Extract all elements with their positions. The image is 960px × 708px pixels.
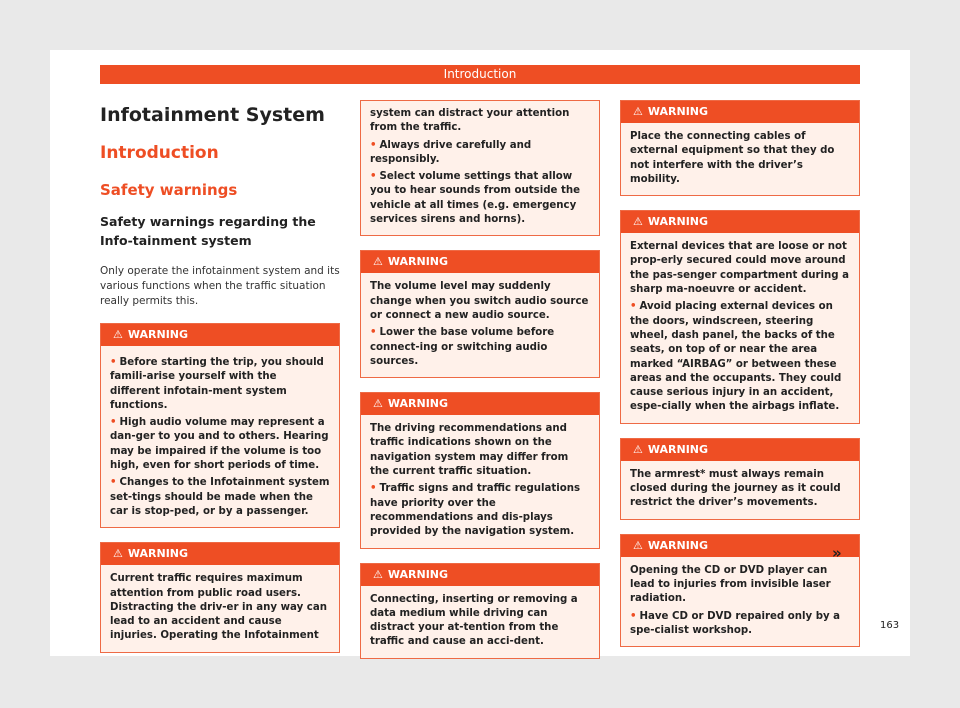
warning-paragraph: The armrest* must always remain closed during the journey as it could restrict the driver’s movements. — [630, 468, 841, 509]
column-right — [620, 100, 860, 647]
warning-label: WARNING — [127, 328, 189, 341]
warning-body — [101, 565, 339, 651]
warning-box — [360, 563, 600, 659]
warning-body — [361, 273, 599, 377]
warning-label: WARNING — [127, 547, 189, 561]
warning-triangle-icon: ⚠ — [633, 442, 643, 456]
warning-paragraph: Connecting, inserting or removing a data medium while driving can distract your at-tention from the traffic and cause an acci-dent. — [370, 593, 578, 648]
warning-header — [101, 324, 339, 346]
warning-paragraph: Opening the CD or DVD player can lead to injuries from invisible laser radiation. — [630, 564, 831, 605]
warning-body — [361, 415, 599, 547]
warning-paragraph: The volume level may suddenly change when you switch audio source or connect a new audio source. — [370, 281, 589, 321]
warning-label: WARNING — [647, 538, 709, 552]
warning-bullet: • Avoid placing external devices on the doors, windscreen, steering wheel, dash panel, the backs of the seats, on top of or near the area marked “AIRBAG” or between these areas and the occupants. They could cause serious injury in an accident, espe-cially when the airbags inflate. — [630, 301, 842, 413]
warning-header — [361, 564, 599, 586]
warning-body — [361, 586, 599, 658]
warning-triangle-icon: ⚠ — [633, 215, 643, 229]
warning-box — [620, 438, 860, 520]
manual-page — [50, 50, 910, 656]
section-title: Safety warnings — [100, 181, 238, 199]
warning-label: WARNING — [647, 215, 709, 229]
warning-triangle-icon: ⚠ — [633, 105, 643, 118]
warning-paragraph: Current traffic requires maximum attention from public road users. Distracting the driv-er in any way can lead to an accident and cause injuries. Operating the Infotainment — [110, 573, 327, 642]
warning-paragraph: Place the connecting cables of external equipment so that they do not interfere with the driver’s mobility. — [630, 131, 835, 185]
warning-box — [620, 210, 860, 424]
column-left — [100, 100, 340, 653]
warning-body — [621, 123, 859, 195]
warning-triangle-icon: ⚠ — [373, 567, 383, 581]
bullet-dot-icon: • — [630, 301, 637, 313]
warning-body — [101, 346, 339, 527]
warning-box — [360, 392, 600, 548]
warning-label: WARNING — [387, 397, 449, 411]
warning-paragraph: External devices that are loose or not prop-erly secured could move around the pas-senger compartment during a sharp ma-noeuvre or accident. — [630, 241, 849, 296]
warning-header — [621, 101, 859, 123]
warning-triangle-icon: ⚠ — [113, 547, 123, 561]
bullet-dot-icon: • — [370, 327, 377, 339]
bullet-dot-icon: • — [110, 417, 117, 429]
bullet-dot-icon: • — [110, 357, 117, 368]
warning-bullet: • Lower the base volume before connect-ing or switching audio sources. — [370, 327, 555, 367]
warning-bullet: • High audio volume may represent a dan-ger to you and to others. Hearing may be impaired if the volume is too high, even for short periods of time. — [110, 417, 329, 472]
bullet-dot-icon: • — [370, 483, 377, 495]
warning-bullet: • Changes to the Infotainment system set-tings should be made when the car is stop-ped, or by a passenger. — [110, 477, 330, 517]
warning-bullet: • Select volume settings that allow you to hear sounds from outside the vehicle at all times (e.g. emergency services sirens and horns). — [370, 171, 581, 226]
continue-mark: » — [832, 544, 842, 562]
warning-box — [620, 100, 860, 196]
bullet-dot-icon: • — [370, 139, 377, 151]
warning-paragraph: The driving recommendations and traffic indications shown on the navigation system may differ from the current traffic situation. — [370, 423, 569, 478]
warning-triangle-icon: ⚠ — [113, 328, 123, 341]
section-header-bar: Introduction — [100, 65, 860, 84]
main-title: Infotainment System — [100, 104, 325, 126]
warning-header — [101, 543, 339, 565]
warning-box — [360, 250, 600, 378]
warning-header — [621, 439, 859, 461]
warning-header — [361, 251, 599, 273]
page-number: 163 — [880, 620, 900, 631]
warning-bullet: • Before starting the trip, you should famili-arise yourself with the different infotain-ment system functions. — [110, 357, 324, 411]
chapter-title: Introduction — [100, 143, 219, 163]
column-middle — [360, 100, 600, 659]
intro-paragraph: Only operate the infotainment system and its various functions when the traffic situation really permits this. — [100, 265, 340, 307]
warning-bullet: • Always drive carefully and responsibly. — [370, 139, 532, 165]
bullet-dot-icon: • — [110, 477, 117, 489]
bullet-dot-icon: • — [630, 610, 637, 622]
warning-header — [621, 535, 859, 557]
warning-bullet: • Have CD or DVD repaired only by a spe-cialist workshop. — [630, 610, 841, 636]
warning-body — [621, 233, 859, 423]
warning-header — [621, 211, 859, 233]
warning-box — [100, 542, 340, 652]
warning-triangle-icon: ⚠ — [373, 255, 383, 269]
warning-box — [100, 323, 340, 528]
warning-triangle-icon: ⚠ — [633, 538, 643, 552]
warning-header — [361, 393, 599, 415]
warning-box-continued — [360, 100, 600, 236]
warning-label: WARNING — [647, 105, 709, 118]
warning-triangle-icon: ⚠ — [373, 397, 383, 411]
warning-body — [621, 461, 859, 519]
warning-label: WARNING — [647, 442, 709, 456]
warning-box — [620, 534, 860, 647]
warning-body — [621, 557, 859, 646]
warning-paragraph: system can distract your attention from the traffic. — [370, 108, 570, 134]
bullet-dot-icon: • — [370, 171, 377, 183]
warning-label: WARNING — [387, 567, 449, 581]
warning-label: WARNING — [387, 255, 449, 269]
warning-body — [361, 101, 599, 235]
subsection-title: Safety warnings regarding the Info-tainment system — [100, 214, 316, 248]
warning-bullet: • Traffic signs and traffic regulations have priority over the recommendations and dis-plays provided by the navigation system. — [370, 483, 581, 538]
